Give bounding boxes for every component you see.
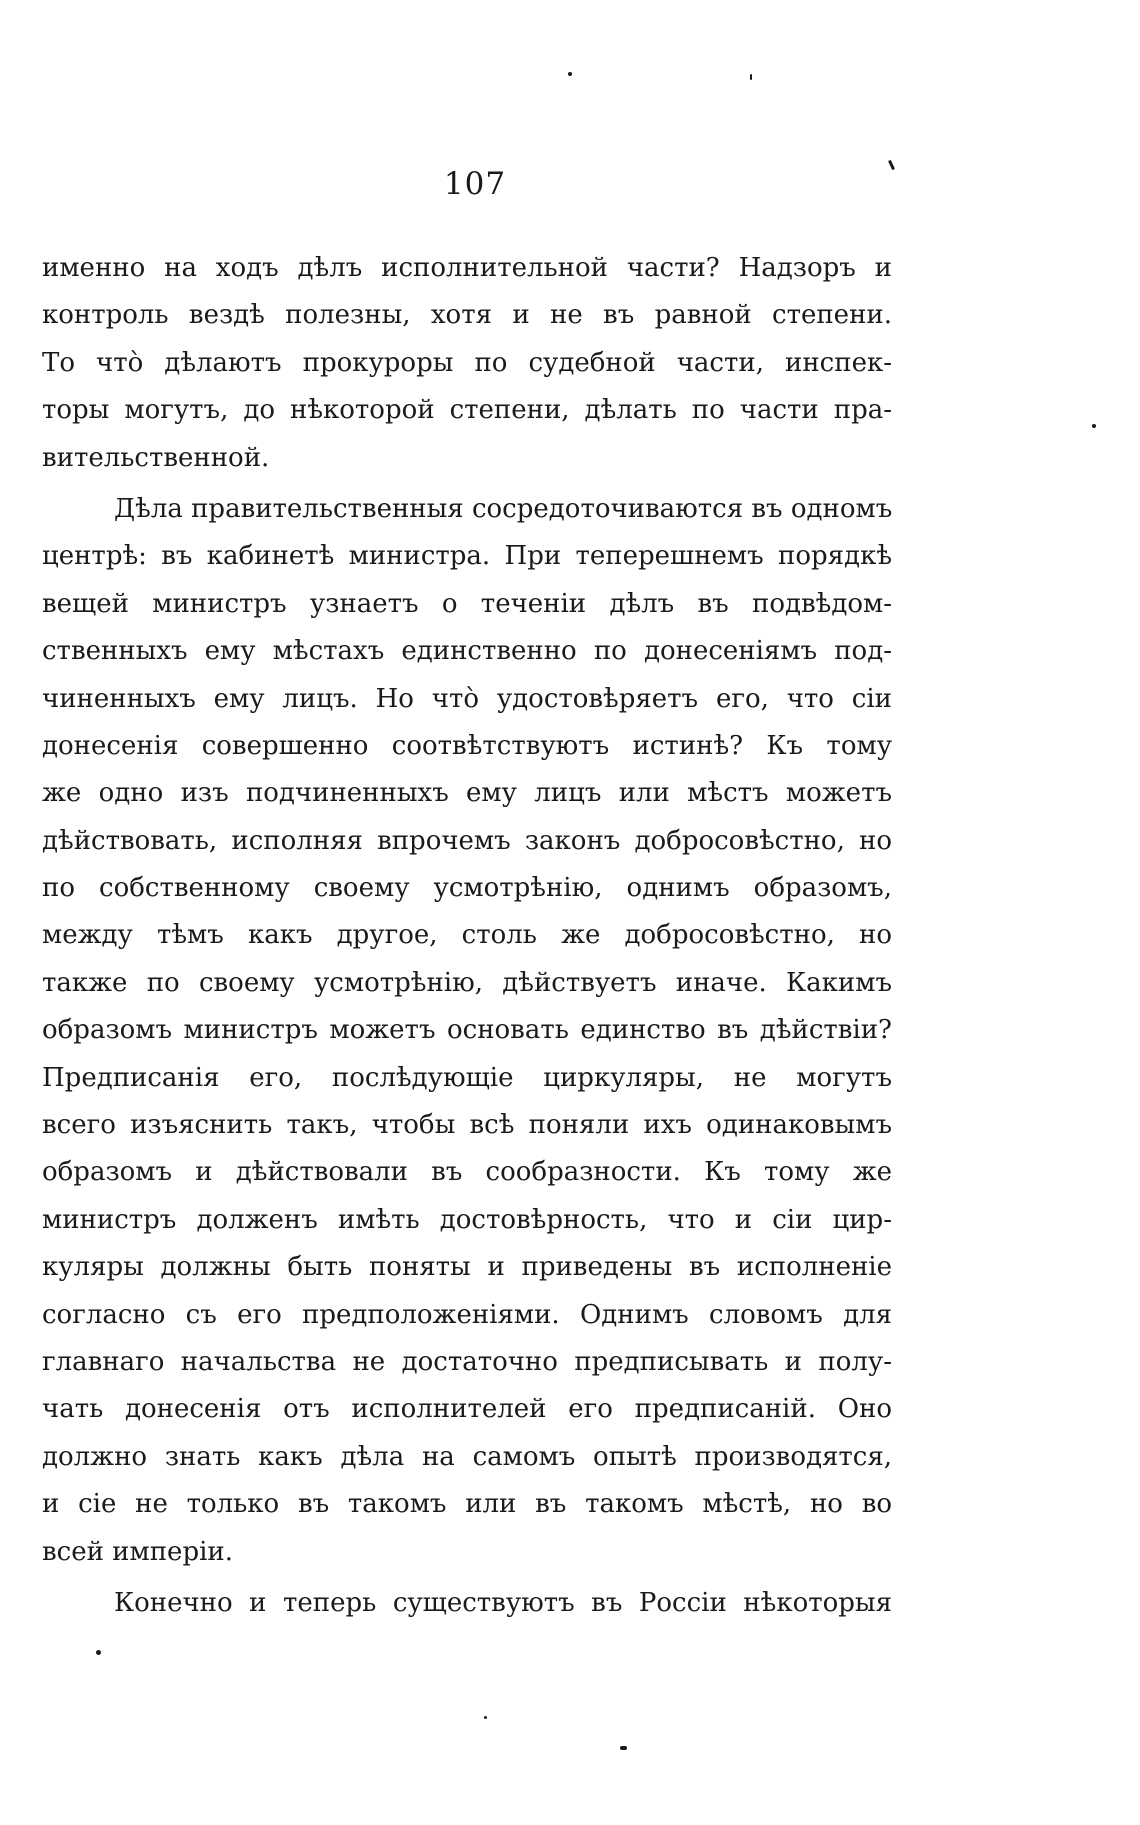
text-line: торы могутъ, до нѣкоторой степени, дѣлать по части пра- [42, 395, 892, 426]
print-speck [96, 1650, 101, 1655]
text-line: главнаго начальства не достаточно предписывать и полу- [42, 1346, 892, 1377]
text-line: контроль вездѣ полезны, хотя и не въ равной степени. [42, 300, 892, 331]
text-line: же одно изъ подчиненныхъ ему лицъ или мѣстъ можетъ [42, 778, 892, 809]
text-line: донесенія совершенно соотвѣтствуютъ истинѣ? Къ тому [42, 730, 892, 761]
text-line: образомъ министръ можетъ основать единство въ дѣйствіи? [42, 1015, 892, 1046]
text-line: куляры должны быть поняты и приведены въ исполненіе [42, 1252, 892, 1283]
paragraph [42, 245, 892, 482]
text-line: образомъ и дѣйствовали въ сообразности. Къ тому же [42, 1157, 892, 1188]
text-line: вещей министръ узнаетъ о теченіи дѣлъ въ подвѣдом- [42, 588, 892, 619]
text-line: министръ долженъ имѣть достовѣрность, что и сіи цир- [42, 1204, 892, 1235]
text-line: по собственному своему усмотрѣнію, однимъ образомъ, [42, 873, 892, 904]
text-line: ственныхъ ему мѣстахъ единственно по донесеніямъ под- [42, 636, 892, 667]
print-speck [620, 1746, 627, 1750]
text-line: между тѣмъ какъ другое, столь же добросовѣстно, но [42, 920, 892, 951]
print-speck [484, 1716, 487, 1719]
text-line: всей имперіи. [42, 1536, 234, 1567]
text-line: Конечно и теперь существуютъ въ Россіи нѣкоторыя [114, 1587, 892, 1618]
text-line: согласно съ его предположеніями. Однимъ словомъ для [42, 1299, 892, 1330]
text-line: вительственной. [42, 442, 270, 473]
print-speck [568, 72, 572, 76]
text-line: чать донесенія отъ исполнителей его предписаній. Оно [42, 1394, 892, 1425]
print-speck [1092, 424, 1096, 428]
text-line: дѣйствовать, исполняя впрочемъ законъ добросовѣстно, но [42, 825, 892, 856]
text-line: также по своему усмотрѣнію, дѣйствуетъ иначе. Какимъ [42, 967, 892, 998]
text-line: центрѣ: въ кабинетѣ министра. При теперешнемъ порядкѣ [42, 541, 892, 572]
text-line: должно знать какъ дѣла на самомъ опытѣ производятся, [42, 1441, 892, 1472]
paragraph [42, 1580, 892, 1627]
text-line: именно на ходъ дѣлъ исполнительной части? Надзоръ и [42, 253, 892, 283]
page-number: 107 [443, 166, 507, 202]
body-text [42, 245, 892, 1627]
paragraph [42, 486, 892, 1576]
text-line: и сіе не только въ такомъ или въ такомъ мѣстѣ, но во [42, 1489, 892, 1520]
text-line: чиненныхъ ему лицъ. Но что̀ удостовѣряетъ его, что сіи [42, 683, 892, 714]
text-line: Предписанія его, послѣдующіе циркуляры, не могутъ [42, 1062, 892, 1093]
text-line: То что̀ дѣлаютъ прокуроры по судебной части, инспек- [42, 347, 892, 378]
print-speck [750, 74, 752, 80]
text-line: всего изъяснить такъ, чтобы всѣ поняли ихъ одинаковымъ [42, 1110, 892, 1141]
text-line: Дѣла правительственныя сосредоточиваются въ одномъ [114, 493, 892, 524]
